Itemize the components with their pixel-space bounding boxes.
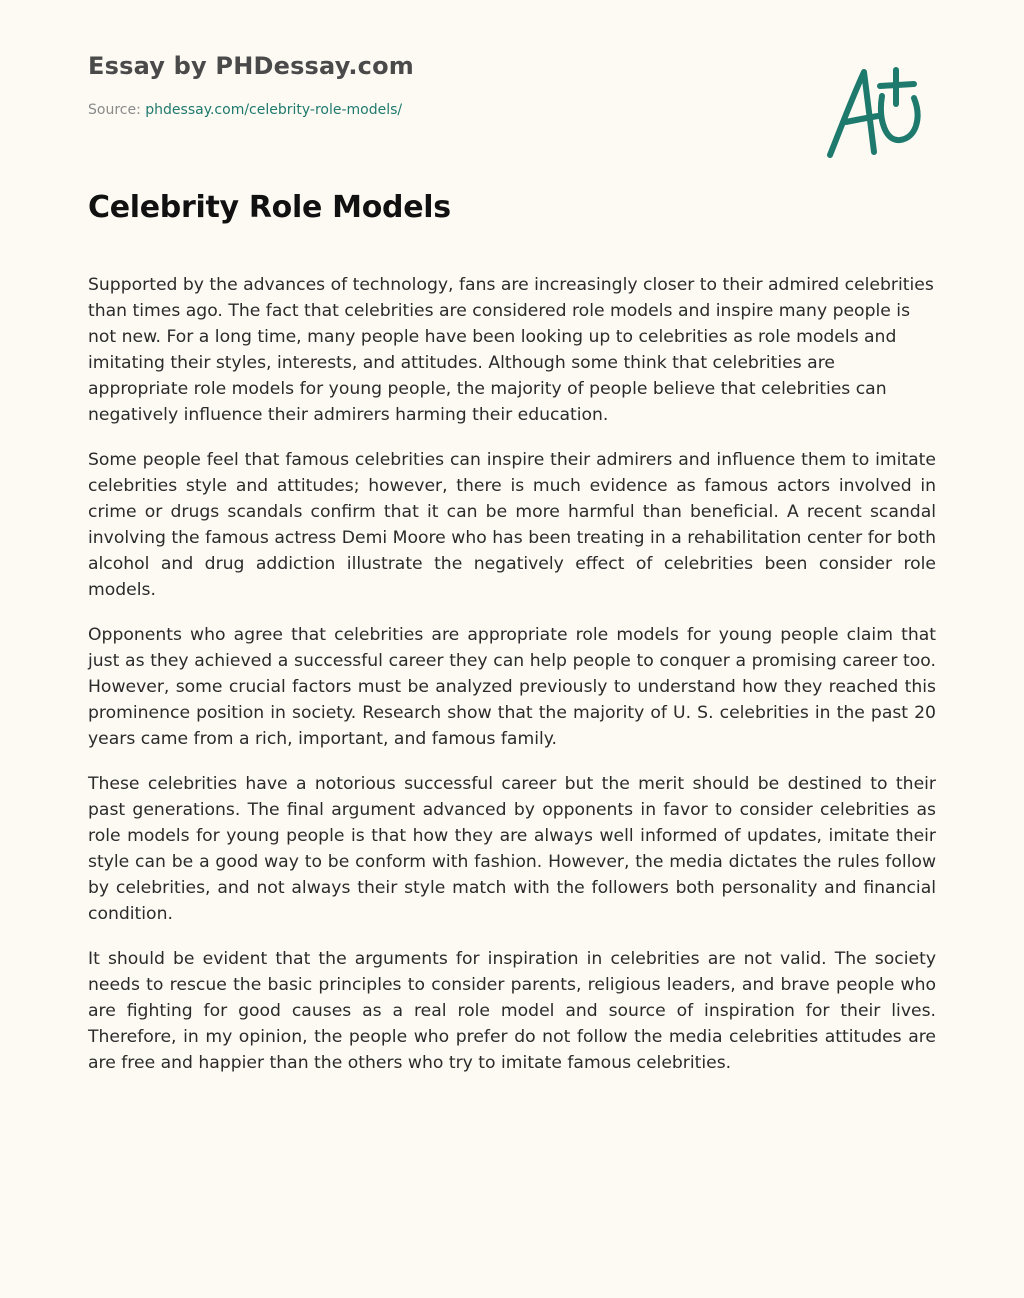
essay-paragraph: Some people feel that famous celebrities can inspire their admirers and influence them to imitate celebrities style and attitudes; however, there is much evidence as famous actors involved in crime or drugs scandals confirm that it can be more harmful than beneficial. A recent scandal involving the famous actress Demi Moore who has been treating in a rehabilitation center for both alcohol and drug addiction illustrate the negatively effect of celebrities been consider role models. — [88, 450, 936, 600]
page-header — [88, 52, 788, 118]
essay-body — [88, 272, 936, 1095]
source-line — [88, 102, 788, 118]
site-brand: Essay by PHDessay.com — [88, 52, 414, 80]
source-link[interactable]: phdessay.com/celebrity-role-models/ — [145, 102, 403, 118]
essay-paragraph: It should be evident that the arguments for inspiration in celebrities are not valid. The society needs to rescue the basic principles to consider parents, religious leaders, and brave people who are fighting for good causes as a real role model and source of inspiration for their lives. Therefore, in my opinion, the people who prefer do not follow the media celebrities attitudes are are free and happier than the others who try to imitate famous celebrities. — [88, 949, 936, 1073]
essay-title: Celebrity Role Models — [88, 190, 451, 225]
essay-paragraph: Supported by the advances of technology, fans are increasingly closer to their admired celebrities than times ago. The fact that celebrities are considered role models and inspire many people is not new. For a long time, many people have been looking up to celebrities as role models and imitating their styles, interests, and attitudes. Although some think that celebrities are appropriate role models for young people, the majority of people believe that celebrities can negatively influence their admirers harming their education. — [88, 275, 934, 425]
essay-paragraph: Opponents who agree that celebrities are appropriate role models for young people claim that just as they achieved a successful career they can help people to conquer a promising career too. However, some crucial factors must be analyzed previously to understand how they reached this prominence position in society. Research show that the majority of U. S. celebrities in the past 20 years came from a rich, important, and famous family. — [88, 625, 936, 749]
source-label: Source: — [88, 102, 141, 118]
essay-paragraph: These celebrities have a notorious successful career but the merit should be destined to their past generations. The final argument advanced by opponents in favor to consider celebrities as role models for young people is that how they are always well informed of updates, imitate their style can be a good way to be conform with fashion. However, the media dictates the rules follow by celebrities, and not always their style match with the followers both personality and financial condition. — [88, 774, 936, 924]
a-plus-logo-icon — [820, 60, 930, 165]
